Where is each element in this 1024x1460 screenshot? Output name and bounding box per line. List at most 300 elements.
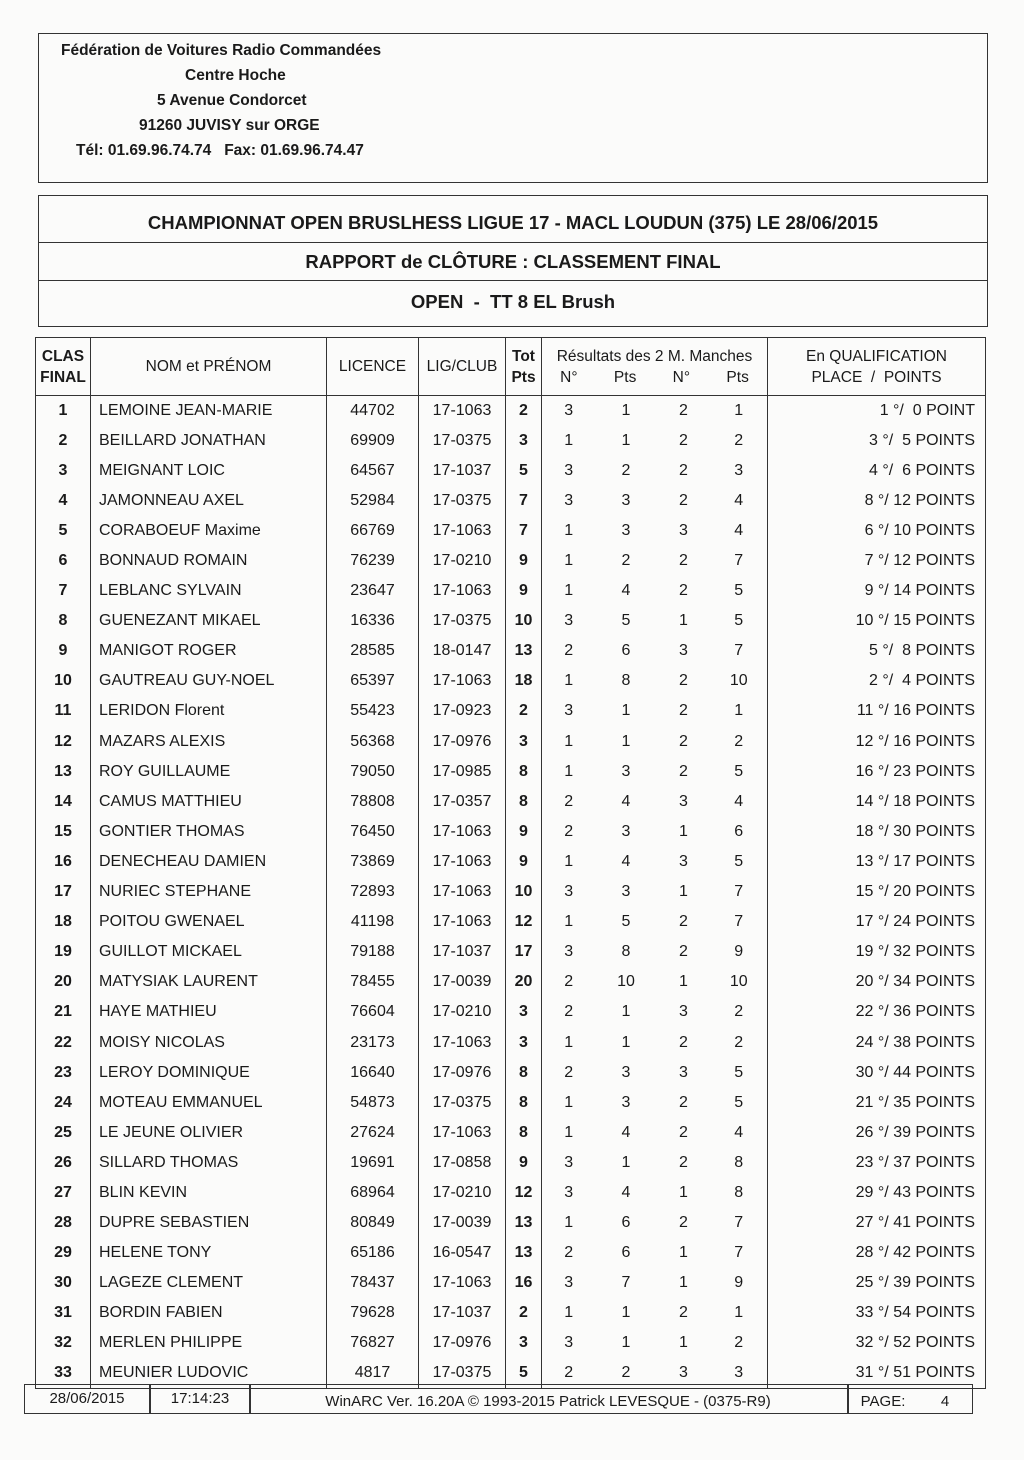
- table-row: [36, 967, 986, 997]
- heat2-number-cell: 3: [679, 1063, 688, 1081]
- table-row: [36, 1148, 986, 1178]
- heat2-number-cell: 1: [679, 612, 688, 630]
- rank-cell: 8: [36, 606, 91, 636]
- qualification-cell: 15 °/ 20 POINTS: [768, 877, 986, 907]
- name-cell: CAMUS MATTHIEU: [91, 787, 327, 817]
- heat1-points-cell: 5: [621, 612, 631, 630]
- name-cell: NURIEC STEPHANE: [91, 877, 327, 907]
- rank-cell: 30: [36, 1268, 91, 1298]
- club-cell: 17-0976: [419, 1328, 506, 1358]
- name-cell: BORDIN FABIEN: [91, 1298, 327, 1328]
- header-qual-sub: PLACE / POINTS: [811, 368, 942, 386]
- heat2-number-cell: 2: [679, 1153, 688, 1171]
- qualification-cell: 23 °/ 37 POINTS: [768, 1148, 986, 1178]
- total-points-cell: 9: [506, 817, 542, 847]
- federation-contact: Tél: 01.69.96.74.74 Fax: 01.69.96.74.47: [76, 142, 364, 159]
- heat2-number-cell: 2: [679, 461, 688, 479]
- total-points-cell: 12: [506, 907, 542, 937]
- heat2-points-cell: 2: [711, 997, 768, 1027]
- club-cell: 17-1037: [419, 456, 506, 486]
- qualification-cell: 24 °/ 38 POINTS: [768, 1027, 986, 1057]
- header-n2: N°: [672, 368, 691, 386]
- club-cell: 17-1063: [419, 1268, 506, 1298]
- club-cell: 17-0375: [419, 606, 506, 636]
- qualification-cell: 13 °/ 17 POINTS: [768, 847, 986, 877]
- total-points-cell: 3: [506, 426, 542, 456]
- heat2-points-cell: 1: [711, 696, 768, 726]
- qualification-cell: 4 °/ 6 POINTS: [768, 456, 986, 486]
- club-cell: 17-0976: [419, 1058, 506, 1088]
- heat1-number-cell: 3: [542, 1178, 596, 1208]
- table-row: [36, 396, 986, 426]
- header-licence: LICENCE: [327, 338, 419, 396]
- total-points-cell: 13: [506, 636, 542, 666]
- heat1-points-cell: 8: [621, 943, 631, 961]
- rank-cell: 22: [36, 1027, 91, 1057]
- licence-cell: 64567: [327, 456, 419, 486]
- header-clas: CLAS: [41, 347, 85, 365]
- total-points-cell: 3: [506, 727, 542, 757]
- heat1-number-cell: 3: [542, 486, 596, 516]
- rank-cell: 31: [36, 1298, 91, 1328]
- rank-cell: 28: [36, 1208, 91, 1238]
- heat2-number-cell: 2: [679, 762, 688, 780]
- heat2-number-cell: 2: [679, 672, 688, 690]
- name-cell: JAMONNEAU AXEL: [91, 486, 327, 516]
- total-points-cell: 13: [506, 1208, 542, 1238]
- club-cell: 17-0357: [419, 787, 506, 817]
- name-cell: LE JEUNE OLIVIER: [91, 1118, 327, 1148]
- licence-cell: 23173: [327, 1027, 419, 1057]
- qualification-cell: 11 °/ 16 POINTS: [768, 696, 986, 726]
- heat2-points-cell: 7: [711, 907, 768, 937]
- footer-bar: [24, 1384, 973, 1414]
- heat2-number-cell: 3: [679, 792, 688, 810]
- heat2-number-cell: 1: [679, 1244, 688, 1262]
- club-cell: 17-0858: [419, 1148, 506, 1178]
- name-cell: MAZARS ALEXIS: [91, 727, 327, 757]
- rank-cell: 29: [36, 1238, 91, 1268]
- club-cell: 17-1063: [419, 666, 506, 696]
- heat2-number-cell: 2: [679, 702, 688, 720]
- rank-cell: 23: [36, 1058, 91, 1088]
- rank-cell: 25: [36, 1118, 91, 1148]
- heat1-number-cell: 1: [542, 1027, 596, 1057]
- rank-cell: 27: [36, 1178, 91, 1208]
- club-cell: 16-0547: [419, 1238, 506, 1268]
- name-cell: MANIGOT ROGER: [91, 636, 327, 666]
- club-cell: 17-0375: [419, 486, 506, 516]
- name-cell: GUILLOT MICKAEL: [91, 937, 327, 967]
- qualification-cell: 31 °/ 51 POINTS: [768, 1359, 986, 1389]
- heat1-points-cell: 3: [621, 762, 631, 780]
- header-name: NOM et PRÉNOM: [91, 338, 327, 396]
- heat1-points-cell: 4: [621, 1183, 631, 1201]
- heat2-points-cell: 9: [711, 937, 768, 967]
- qualification-cell: 20 °/ 34 POINTS: [768, 967, 986, 997]
- table-row: [36, 1238, 986, 1268]
- heat2-number-cell: 1: [679, 973, 688, 991]
- heat1-points-cell: 4: [621, 792, 631, 810]
- federation-header: [38, 33, 988, 183]
- heat2-number-cell: 3: [657, 1359, 711, 1389]
- heat1-number-cell: 1: [542, 666, 596, 696]
- heat1-number-cell: 1: [542, 576, 596, 606]
- rank-cell: 4: [36, 486, 91, 516]
- heat2-points-cell: 5: [711, 576, 768, 606]
- table-row: [36, 1088, 986, 1118]
- heat1-number-cell: 3: [542, 877, 596, 907]
- heat1-number-cell: 1: [542, 1118, 596, 1148]
- heat1-points-cell: 3: [621, 521, 631, 539]
- total-points-cell: 5: [506, 456, 542, 486]
- qualification-cell: 14 °/ 18 POINTS: [768, 787, 986, 817]
- heat2-number-cell: 2: [679, 1093, 688, 1111]
- heat2-number-cell: 2: [679, 401, 688, 419]
- heat2-number-cell: 3: [679, 1003, 688, 1021]
- heat2-points-cell: 3: [711, 456, 768, 486]
- header-qualification: [768, 338, 986, 396]
- footer-page-label: PAGE:: [860, 1393, 906, 1410]
- total-points-cell: 7: [506, 486, 542, 516]
- category-title: OPEN - TT 8 EL Brush: [410, 291, 616, 312]
- heat2-points-cell: 2: [711, 1027, 768, 1057]
- heat1-number-cell: 1: [542, 516, 596, 546]
- licence-cell: 76604: [327, 997, 419, 1027]
- club-cell: 17-0375: [419, 1088, 506, 1118]
- table-row: [36, 937, 986, 967]
- name-cell: SILLARD THOMAS: [91, 1148, 327, 1178]
- header-pts: Pts: [511, 368, 536, 386]
- heat2-number-cell: 3: [679, 521, 688, 539]
- heat1-points-cell: 2: [596, 1359, 657, 1389]
- total-points-cell: 10: [506, 877, 542, 907]
- heat1-points-cell: 7: [621, 1274, 631, 1292]
- licence-cell: 72893: [327, 877, 419, 907]
- header-qual: En QUALIFICATION: [806, 347, 947, 365]
- name-cell: MOTEAU EMMANUEL: [91, 1088, 327, 1118]
- licence-cell: 19691: [327, 1148, 419, 1178]
- table-row: [36, 606, 986, 636]
- name-cell: MEIGNANT LOIC: [91, 456, 327, 486]
- total-points-cell: 10: [506, 606, 542, 636]
- total-points-cell: 5: [506, 1359, 542, 1389]
- licence-cell: 78808: [327, 787, 419, 817]
- name-cell: LAGEZE CLEMENT: [91, 1268, 327, 1298]
- heat1-points-cell: 6: [621, 642, 631, 660]
- rank-cell: 14: [36, 787, 91, 817]
- rank-cell: 16: [36, 847, 91, 877]
- heat1-number-cell: 3: [542, 1328, 596, 1358]
- name-cell: GUENEZANT MIKAEL: [91, 606, 327, 636]
- licence-cell: 68964: [327, 1178, 419, 1208]
- table-row: [36, 1118, 986, 1148]
- club-cell: 17-1063: [419, 1027, 506, 1057]
- heat2-points-cell: 7: [711, 1208, 768, 1238]
- heat1-points-cell: 1: [621, 431, 631, 449]
- heat1-points-cell: 2: [621, 461, 631, 479]
- licence-cell: 78437: [327, 1268, 419, 1298]
- heat1-number-cell: 1: [542, 426, 596, 456]
- heat2-number-cell: 1: [679, 1334, 688, 1352]
- club-cell: 17-0210: [419, 997, 506, 1027]
- table-row: [36, 426, 986, 456]
- footer-date: 28/06/2015: [49, 1390, 125, 1407]
- heat2-number-cell: 2: [679, 1033, 688, 1051]
- table-row: [36, 847, 986, 877]
- heat2-points-cell: 4: [711, 787, 768, 817]
- heat2-number-cell: 2: [679, 491, 688, 509]
- heat2-number-cell: 2: [679, 1214, 688, 1232]
- club-cell: 17-0039: [419, 967, 506, 997]
- licence-cell: 23647: [327, 576, 419, 606]
- name-cell: LEMOINE JEAN-MARIE: [91, 396, 327, 426]
- club-cell: 17-0985: [419, 757, 506, 787]
- club-cell: 17-0039: [419, 1208, 506, 1238]
- heat1-points-cell: 1: [621, 702, 631, 720]
- heat1-points-cell: 3: [621, 883, 631, 901]
- heat1-number-cell: 3: [542, 937, 596, 967]
- rank-cell: 12: [36, 727, 91, 757]
- qualification-cell: 3 °/ 5 POINTS: [768, 426, 986, 456]
- heat1-points-cell: 4: [621, 852, 631, 870]
- heat2-number-cell: 2: [679, 913, 688, 931]
- heat1-number-cell: 3: [542, 1268, 596, 1298]
- rank-cell: 10: [36, 666, 91, 696]
- qualification-cell: 10 °/ 15 POINTS: [768, 606, 986, 636]
- name-cell: GONTIER THOMAS: [91, 817, 327, 847]
- heat2-points-cell: 8: [711, 1148, 768, 1178]
- licence-cell: 52984: [327, 486, 419, 516]
- club-cell: 17-1063: [419, 396, 506, 426]
- heat2-number-cell: 2: [679, 431, 688, 449]
- total-points-cell: 8: [506, 1058, 542, 1088]
- table-row: [36, 486, 986, 516]
- total-points-cell: 18: [506, 666, 542, 696]
- name-cell: DENECHEAU DAMIEN: [91, 847, 327, 877]
- heat1-points-cell: 3: [621, 1093, 631, 1111]
- qualification-cell: 2 °/ 4 POINTS: [768, 666, 986, 696]
- heat1-number-cell: 2: [542, 1058, 596, 1088]
- total-points-cell: 9: [506, 546, 542, 576]
- heat2-points-cell: 5: [711, 1058, 768, 1088]
- table-row: [36, 576, 986, 606]
- heat1-points-cell: 2: [621, 552, 631, 570]
- table-row: [36, 516, 986, 546]
- qualification-cell: 5 °/ 8 POINTS: [768, 636, 986, 666]
- heat1-points-cell: 1: [621, 1033, 631, 1051]
- rank-cell: 19: [36, 937, 91, 967]
- total-points-cell: 12: [506, 1178, 542, 1208]
- heat1-number-cell: 3: [542, 456, 596, 486]
- heat1-points-cell: 1: [621, 1153, 631, 1171]
- club-cell: 17-1063: [419, 1118, 506, 1148]
- qualification-cell: 1 °/ 0 POINT: [768, 396, 986, 426]
- licence-cell: 73869: [327, 847, 419, 877]
- club-cell: 17-0976: [419, 727, 506, 757]
- heat2-points-cell: 2: [711, 1328, 768, 1358]
- licence-cell: 65186: [327, 1238, 419, 1268]
- footer-software: WinARC Ver. 16.20A © 1993-2015 Patrick LEVESQUE - (0375-R9): [325, 1393, 771, 1410]
- heat2-number-cell: 2: [679, 552, 688, 570]
- club-cell: 17-1063: [419, 907, 506, 937]
- qualification-cell: 9 °/ 14 POINTS: [768, 576, 986, 606]
- name-cell: BLIN KEVIN: [91, 1178, 327, 1208]
- club-cell: 17-0923: [419, 696, 506, 726]
- total-points-cell: 3: [506, 997, 542, 1027]
- licence-cell: 66769: [327, 516, 419, 546]
- licence-cell: 28585: [327, 636, 419, 666]
- total-points-cell: 8: [506, 757, 542, 787]
- footer-time: 17:14:23: [170, 1390, 230, 1407]
- rank-cell: 15: [36, 817, 91, 847]
- header-pts2: Pts: [726, 368, 749, 386]
- federation-street: 5 Avenue Condorcet: [157, 92, 307, 109]
- total-points-cell: 8: [506, 787, 542, 817]
- club-cell: 17-0210: [419, 546, 506, 576]
- footer-divider: [847, 1385, 849, 1413]
- licence-cell: 79050: [327, 757, 419, 787]
- table-row: [36, 1298, 986, 1328]
- rank-cell: 18: [36, 907, 91, 937]
- club-cell: 17-1037: [419, 937, 506, 967]
- heat1-number-cell: 1: [542, 546, 596, 576]
- table-row: [36, 546, 986, 576]
- heat1-points-cell: 10: [617, 973, 635, 991]
- licence-cell: 76239: [327, 546, 419, 576]
- heat1-points-cell: 1: [621, 401, 631, 419]
- licence-cell: 4817: [327, 1359, 419, 1389]
- name-cell: GAUTREAU GUY-NOEL: [91, 666, 327, 696]
- rank-cell: 3: [36, 456, 91, 486]
- qualification-cell: 28 °/ 42 POINTS: [768, 1238, 986, 1268]
- heat1-number-cell: 3: [542, 1148, 596, 1178]
- name-cell: LERIDON Florent: [91, 696, 327, 726]
- name-cell: HAYE MATHIEU: [91, 997, 327, 1027]
- table-row: [36, 997, 986, 1027]
- licence-cell: 54873: [327, 1088, 419, 1118]
- table-row: [36, 727, 986, 757]
- heat1-number-cell: 1: [542, 847, 596, 877]
- qualification-cell: 8 °/ 12 POINTS: [768, 486, 986, 516]
- name-cell: DUPRE SEBASTIEN: [91, 1208, 327, 1238]
- licence-cell: 65397: [327, 666, 419, 696]
- federation-center: Centre Hoche: [185, 67, 286, 84]
- total-points-cell: 13: [506, 1238, 542, 1268]
- club-cell: 17-1063: [419, 576, 506, 606]
- total-points-cell: 2: [506, 696, 542, 726]
- qualification-cell: 25 °/ 39 POINTS: [768, 1268, 986, 1298]
- header-final: FINAL: [40, 368, 86, 386]
- heat1-points-cell: 1: [621, 1003, 631, 1021]
- heat2-points-cell: 4: [711, 1118, 768, 1148]
- heat1-points-cell: 3: [621, 1063, 631, 1081]
- name-cell: CORABOEUF Maxime: [91, 516, 327, 546]
- heat1-number-cell: 2: [542, 997, 596, 1027]
- header-pts1: Pts: [613, 368, 637, 386]
- name-cell: BEILLARD JONATHAN: [91, 426, 327, 456]
- total-points-cell: 2: [506, 396, 542, 426]
- heat1-number-cell: 3: [542, 396, 596, 426]
- heat1-points-cell: 3: [621, 822, 631, 840]
- header-n1: N°: [560, 368, 578, 386]
- heat1-number-cell: 1: [542, 1208, 596, 1238]
- heat2-points-cell: 10: [711, 666, 768, 696]
- rank-cell: 33: [36, 1359, 91, 1389]
- heat2-points-cell: 5: [711, 1088, 768, 1118]
- licence-cell: 44702: [327, 396, 419, 426]
- heat2-points-cell: 5: [711, 606, 768, 636]
- total-points-cell: 9: [506, 1148, 542, 1178]
- name-cell: MERLEN PHILIPPE: [91, 1328, 327, 1358]
- licence-cell: 55423: [327, 696, 419, 726]
- heat1-points-cell: 1: [621, 1304, 631, 1322]
- total-points-cell: 3: [506, 1328, 542, 1358]
- table-row: [36, 1058, 986, 1088]
- table-row: [36, 636, 986, 666]
- name-cell: BONNAUD ROMAIN: [91, 546, 327, 576]
- header-rank: [36, 338, 91, 396]
- total-points-cell: 2: [506, 1298, 542, 1328]
- heat1-number-cell: 1: [542, 907, 596, 937]
- heat1-number-cell: 2: [542, 1359, 596, 1389]
- header-total: [506, 338, 542, 396]
- name-cell: MOISY NICOLAS: [91, 1027, 327, 1057]
- club-cell: 17-1063: [419, 877, 506, 907]
- name-cell: HELENE TONY: [91, 1238, 327, 1268]
- club-cell: 17-1063: [419, 847, 506, 877]
- licence-cell: 76827: [327, 1328, 419, 1358]
- heat1-number-cell: 1: [542, 727, 596, 757]
- qualification-cell: 29 °/ 43 POINTS: [768, 1178, 986, 1208]
- heat1-number-cell: 3: [542, 696, 596, 726]
- heat1-number-cell: 2: [542, 636, 596, 666]
- heat2-number-cell: 2: [679, 1123, 688, 1141]
- name-cell: ROY GUILLAUME: [91, 757, 327, 787]
- heat2-number-cell: 2: [679, 582, 688, 600]
- qualification-cell: 22 °/ 36 POINTS: [768, 997, 986, 1027]
- heat2-points-cell: 3: [711, 1359, 768, 1389]
- club-cell: 18-0147: [419, 636, 506, 666]
- name-cell: LEBLANC SYLVAIN: [91, 576, 327, 606]
- heat2-points-cell: 2: [711, 727, 768, 757]
- total-points-cell: 17: [506, 937, 542, 967]
- results-table: [35, 337, 986, 1389]
- heat1-points-cell: 6: [621, 1244, 631, 1262]
- club-cell: 17-0375: [419, 426, 506, 456]
- rank-cell: 9: [36, 636, 91, 666]
- heat1-number-cell: 2: [542, 787, 596, 817]
- qualification-cell: 16 °/ 23 POINTS: [768, 757, 986, 787]
- report-title: RAPPORT de CLÔTURE : CLASSEMENT FINAL: [39, 244, 987, 281]
- heat1-number-cell: 2: [542, 817, 596, 847]
- heat2-number-cell: 1: [679, 1274, 688, 1292]
- heat1-number-cell: 1: [542, 1298, 596, 1328]
- total-points-cell: 16: [506, 1268, 542, 1298]
- licence-cell: 80849: [327, 1208, 419, 1238]
- heat1-points-cell: 6: [621, 1214, 631, 1232]
- table-row: [36, 757, 986, 787]
- rank-cell: 20: [36, 967, 91, 997]
- club-cell: 17-1063: [419, 516, 506, 546]
- name-cell: MEUNIER LUDOVIC: [91, 1359, 327, 1389]
- heat1-number-cell: 3: [542, 606, 596, 636]
- heat1-points-cell: 8: [621, 672, 631, 690]
- heat2-points-cell: 7: [711, 877, 768, 907]
- table-row: [36, 1208, 986, 1238]
- rank-cell: 1: [36, 396, 91, 426]
- rank-cell: 32: [36, 1328, 91, 1358]
